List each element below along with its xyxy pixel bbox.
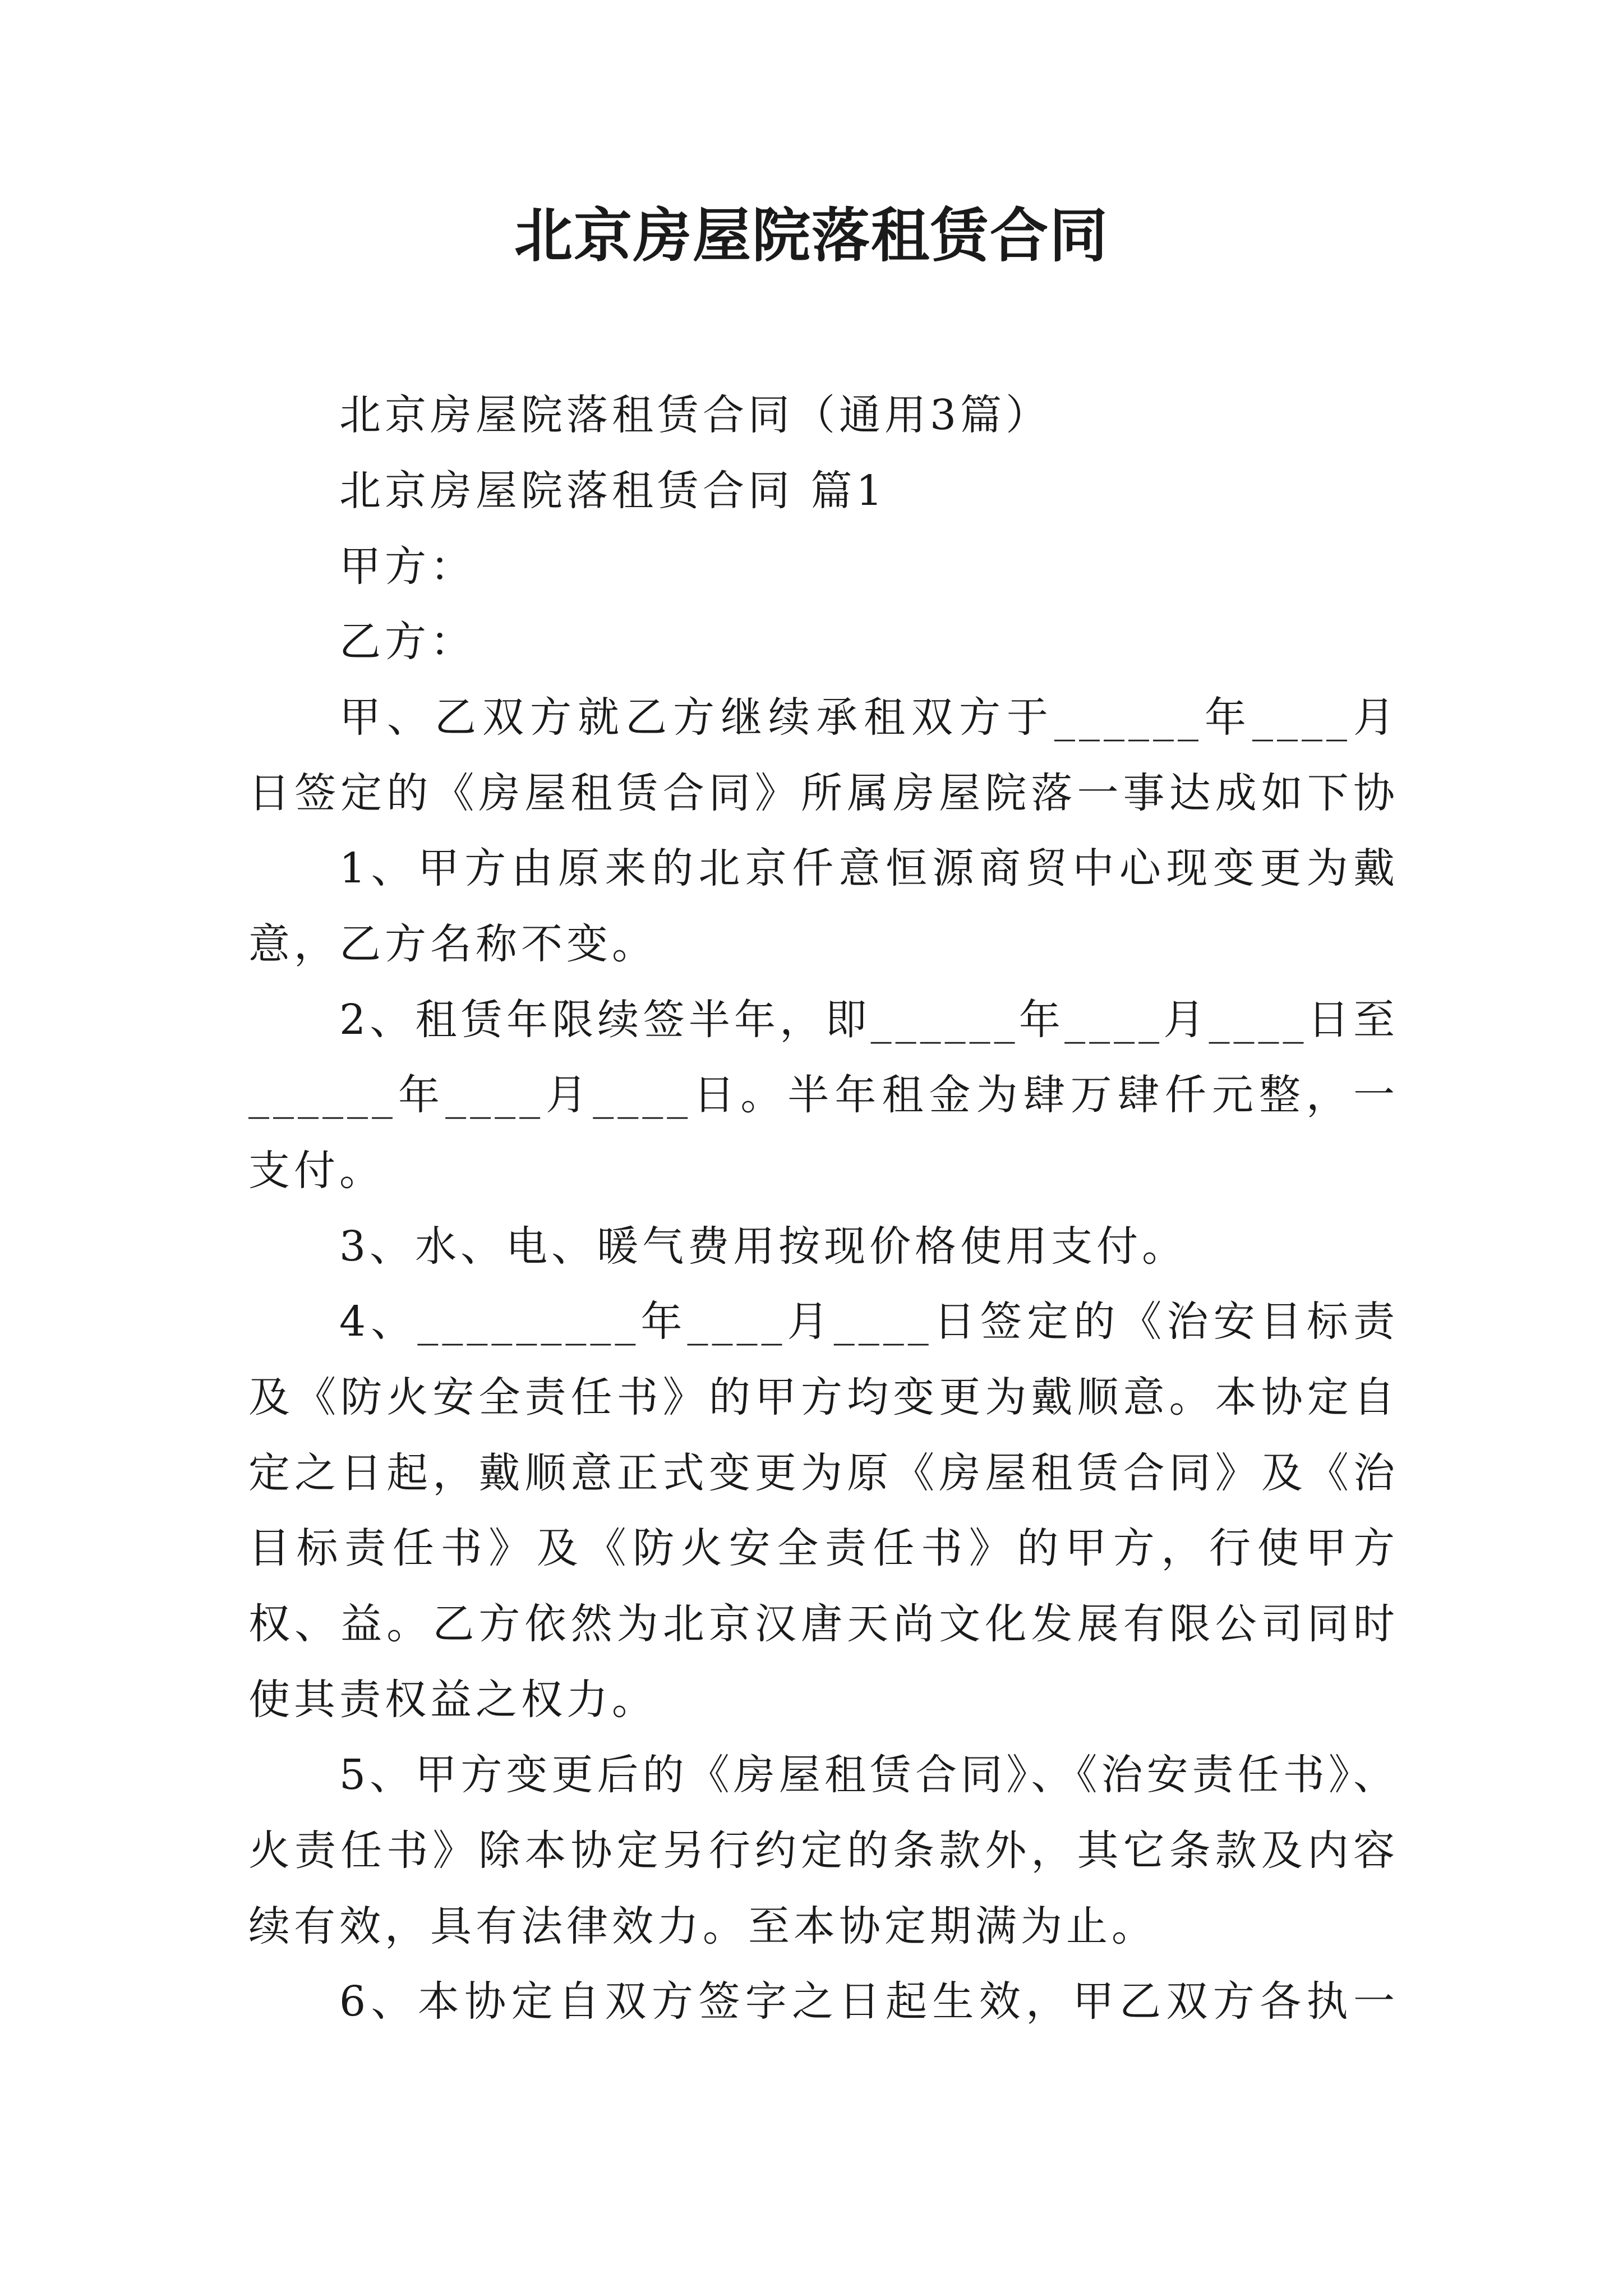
clause-2-line: 2、租赁年限续签半年，即______年____月____日至 bbox=[339, 996, 1399, 1044]
clause-5-line: 续有效，具有法律效力。至本协定期满为止。 bbox=[248, 1902, 1157, 1950]
clause-2-line: 支付。 bbox=[248, 1147, 385, 1195]
clause-4-line: 及《防火安全责任书》的甲方均变更为戴顺意。本协定自 bbox=[248, 1373, 1399, 1421]
clause-5-line: 5、甲方变更后的《房屋租赁合同》、《治安责任书》、 bbox=[339, 1751, 1399, 1799]
clause-4-line: 目标责任书》及《防火安全责任书》的甲方，行使甲方 bbox=[248, 1524, 1399, 1572]
clause-4-line: 使其责权益之权力。 bbox=[248, 1676, 657, 1724]
party-a-line: 甲方： bbox=[339, 542, 476, 591]
clause-1-line: 意，乙方名称不变。 bbox=[248, 920, 657, 968]
body-line: 日签定的《房屋租赁合同》所属房屋院落一事达成如下协 bbox=[248, 769, 1399, 817]
clause-4-line: 定之日起，戴顺意正式变更为原《房屋租赁合同》及《治 bbox=[248, 1449, 1399, 1497]
document-title: 北京房屋院落租赁合同 bbox=[514, 201, 1109, 270]
party-b-line: 乙方： bbox=[339, 618, 476, 666]
clause-3-line: 3、水、电、暖气费用按现价格使用支付。 bbox=[339, 1222, 1188, 1271]
clause-6-line: 6、本协定自双方签字之日起生效，甲乙双方各执一 bbox=[339, 1977, 1399, 2026]
section-heading: 北京房屋院落租赁合同 篇1 bbox=[339, 467, 887, 515]
body-line: 甲、乙双方就乙方继续承租双方于______年____月 bbox=[339, 693, 1399, 742]
clause-2-line: ______年____月____日。半年租金为肆万肆仟元整，一 bbox=[248, 1071, 1399, 1119]
clause-1-line: 1、甲方由原来的北京仟意恒源商贸中心现变更为戴 bbox=[339, 844, 1399, 892]
subtitle-line: 北京房屋院落租赁合同（通用3篇） bbox=[339, 391, 1052, 439]
clause-4-line: 权、益。乙方依然为北京汉唐天尚文化发展有限公司同时 bbox=[248, 1600, 1399, 1648]
clause-5-line: 火责任书》除本协定另行约定的条款外，其它条款及内容 bbox=[248, 1826, 1399, 1875]
clause-4-line: 4、_________年____月____日签定的《治安目标责 bbox=[339, 1297, 1399, 1346]
